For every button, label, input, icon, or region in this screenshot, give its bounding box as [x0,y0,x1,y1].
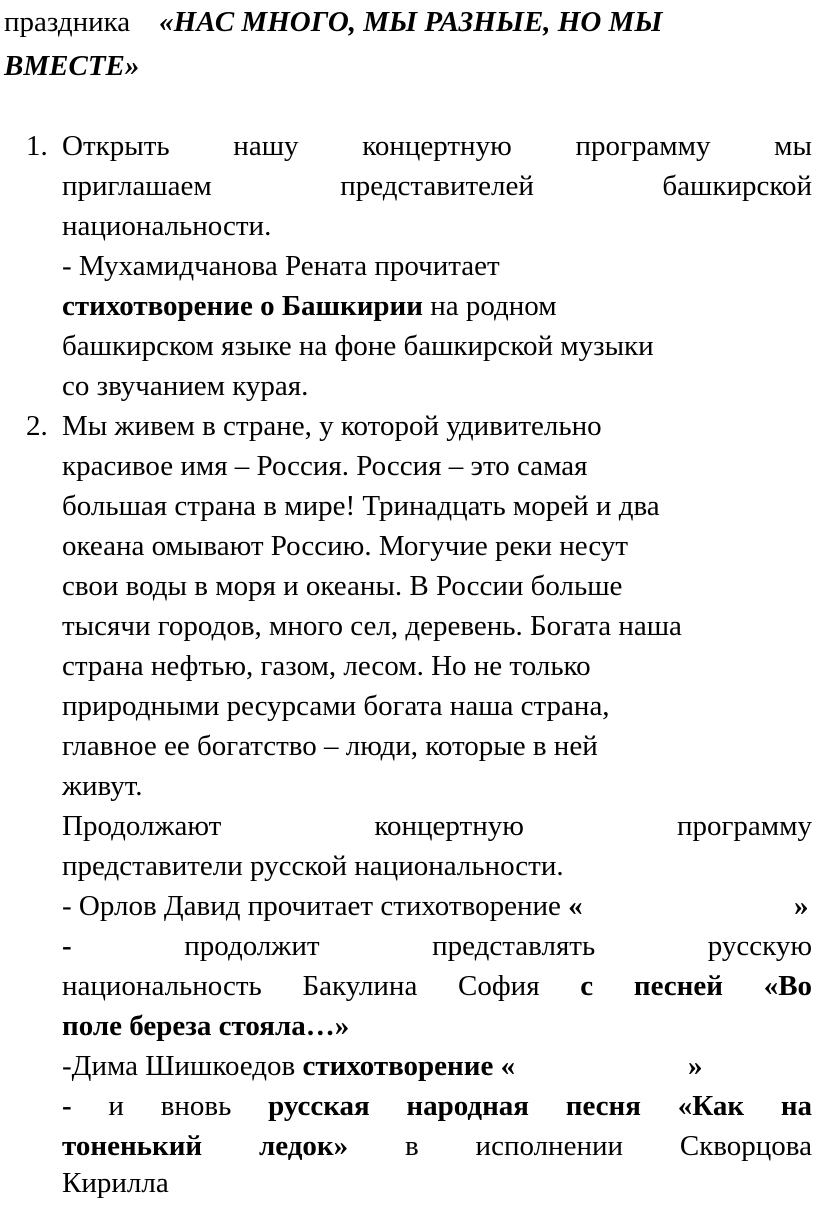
close-quote: » [794,890,809,922]
heading-title-line1: «НАС МНОГО, МЫ РАЗНЫЕ, НО МЫ [159,6,663,38]
text-line: Кирилла [62,1167,169,1199]
text-line: тоненький ледок» в исполнении Скворцова [62,1130,812,1162]
text-line: - продолжит представлять русскую [62,930,812,962]
text-line: природными ресурсами богата наша страна, [62,690,610,722]
text-line: национальности. [62,210,272,242]
open-quote: « [568,890,583,922]
text-line: башкирском языке на фоне башкирской музыки [62,330,654,362]
bold-phrase: стихотворение « [302,1050,516,1082]
text-line: живут. [62,770,143,802]
text-line: океана омывают Россию. Могучие реки несут [62,530,629,562]
text-line: - Мухамидчанова Рената прочитает [62,250,500,282]
text-line: поле береза стояла…» [62,1010,350,1042]
list-number: 1. [26,130,48,162]
text-line: страна нефтью, газом, лесом. Но не только [62,650,591,682]
text-line: - Орлов Давид прочитает стихотворение « » [62,886,812,926]
close-quote: » [688,1050,703,1082]
text-line: тысячи городов, много сел, деревень. Богата наша [62,610,682,642]
text-line: стихотворение о Башкирии на родном [62,290,557,322]
text-line: приглашаем представителей башкирской [62,170,812,202]
text-line: Продолжают концертную программу [62,810,812,842]
text-line: свои воды в моря и океаны. В России больше [62,570,623,602]
text-line: -Дима Шишкоедов стихотворение « » [62,1046,812,1086]
text-line: - и вновь русская народная песня «Как на [62,1090,813,1122]
text-line: главное ее богатство – люди, которые в ней [62,730,598,762]
heading-title-line2: ВМЕСТЕ» [4,50,140,82]
text-line: Мы живем в стране, у которой удивительно [62,410,602,442]
bold-phrase: стихотворение о Башкирии [62,290,423,322]
text-line: Открыть нашу концертную программу мы [62,130,812,162]
text-line: национальность Бакулина София с песней «Во [62,970,813,1002]
document-heading [4,0,804,88]
text-line: представители русской национальности. [62,850,564,882]
list-number: 2. [26,410,48,442]
text-line: большая страна в мире! Тринадцать морей и два [62,490,660,522]
text-line: красивое имя – Россия. Россия – это самая [62,450,588,482]
heading-lead: праздника [4,6,131,38]
text-line: со звучанием курая. [62,370,309,402]
